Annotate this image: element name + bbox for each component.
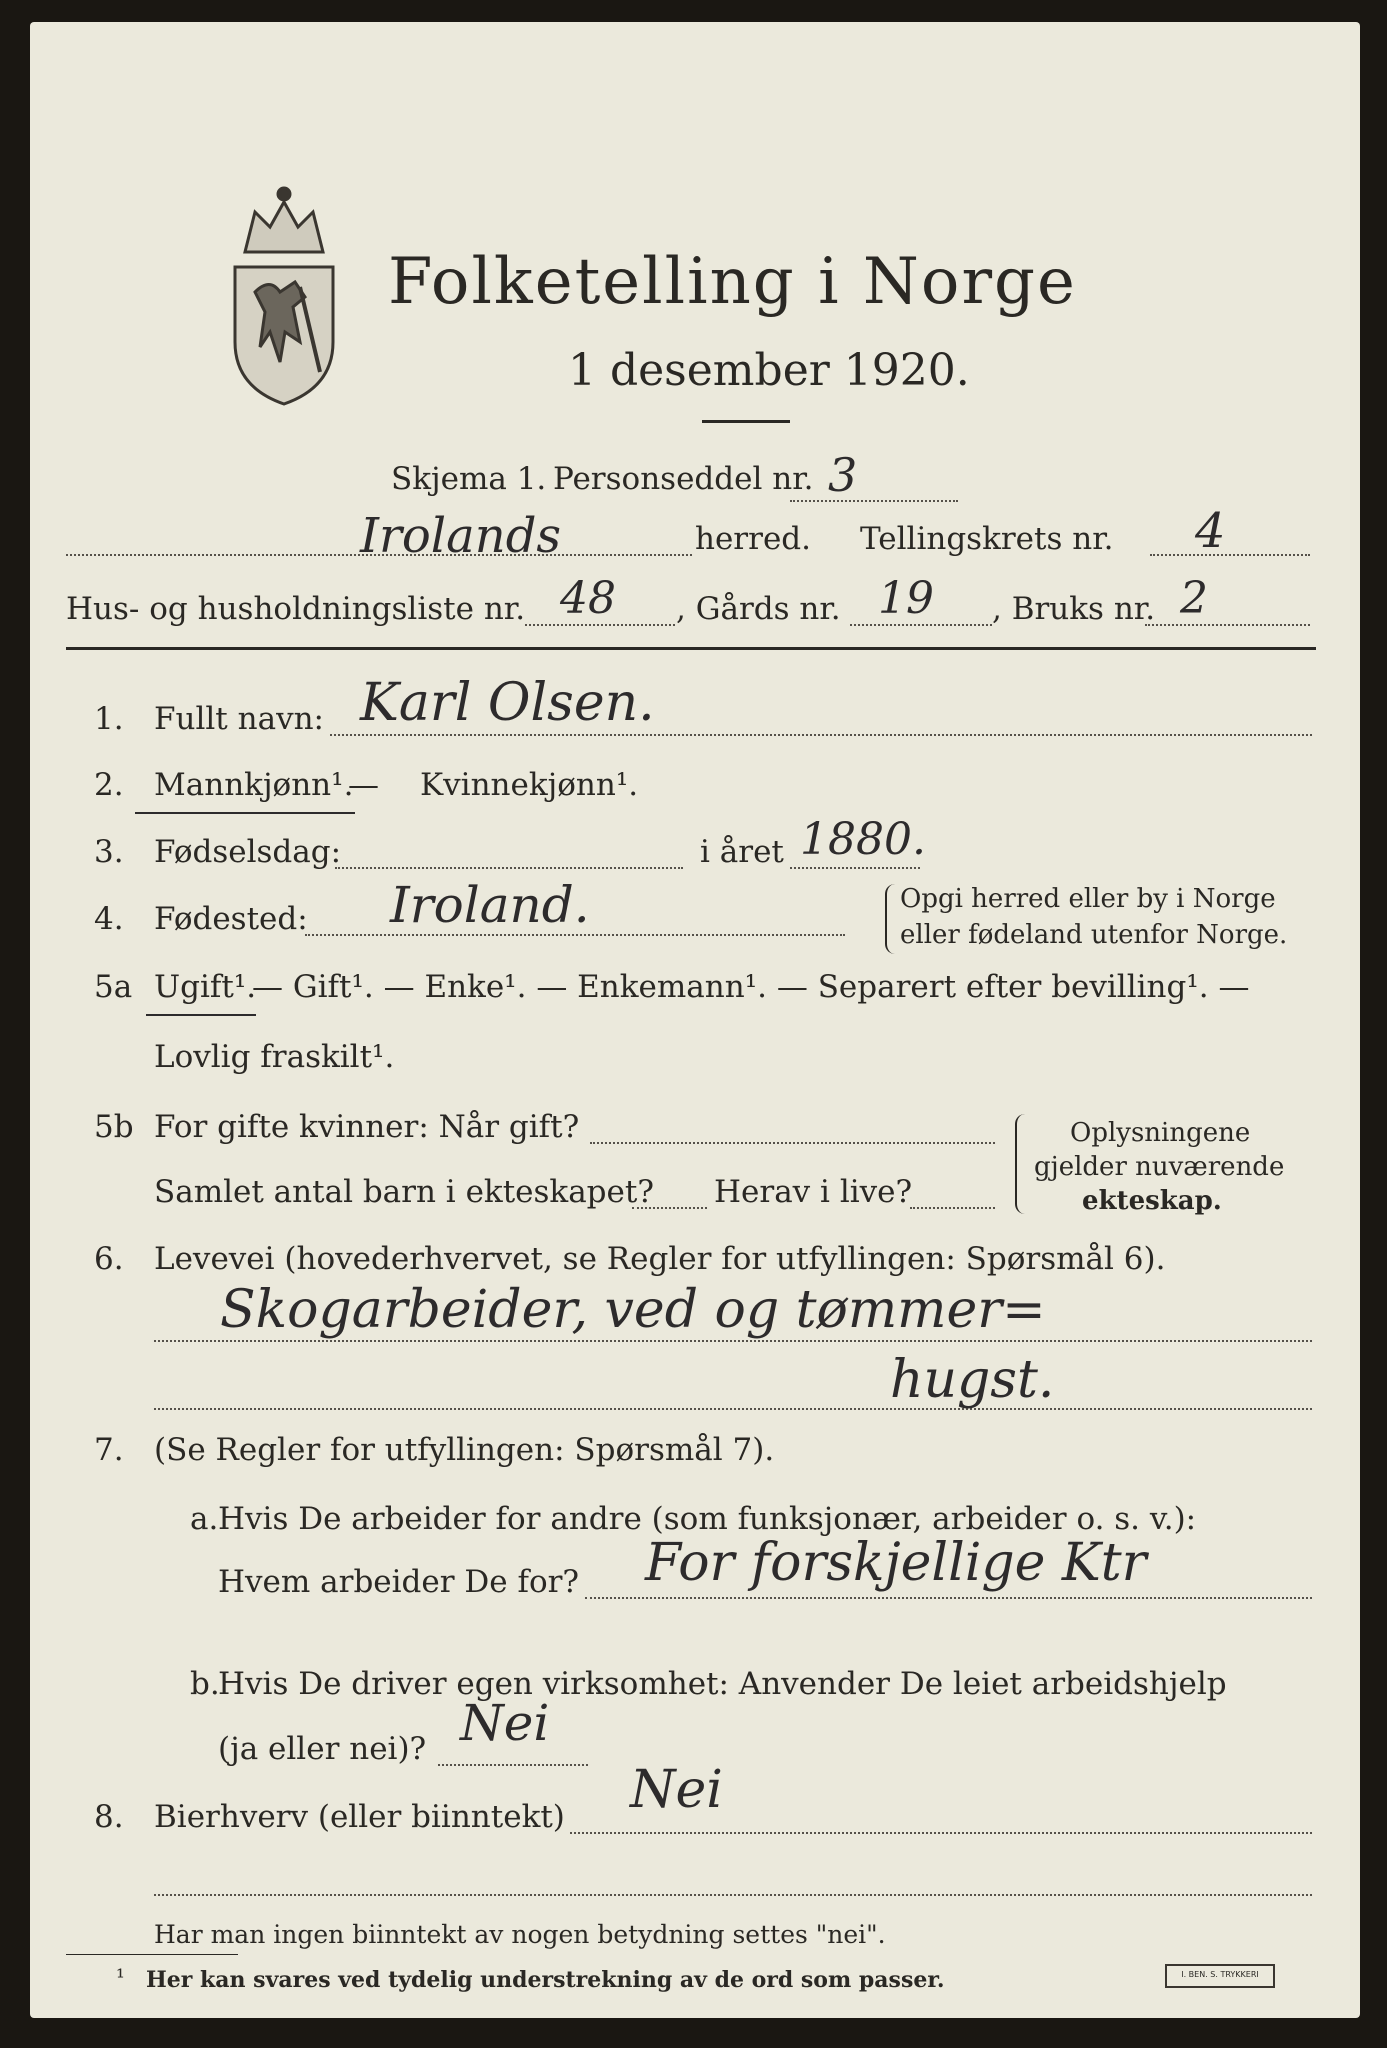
q7a-text: Hvis De arbeider for andre (som funksjonær, arbeider o. s. v.): [218,1501,1197,1537]
herred-value: Irolands [360,508,562,564]
gards-value: 19 [878,573,934,624]
full-name-value: Karl Olsen. [360,673,655,733]
q7b-text: Hvis De driver egen virksomhet: Anvender De leiet arbeidshjelp [218,1666,1227,1702]
side-income-value: Nei [630,1760,723,1820]
q4-number: 4. [94,901,124,937]
personseddel-label: Personseddel nr. [553,461,814,497]
gender-male[interactable]: Mannkjønn¹. [154,767,354,803]
year-label: i året [700,834,784,870]
employer-field[interactable] [585,1597,1312,1599]
birth-year-value: 1880. [800,814,926,865]
occupation-value-line1: Skogarbeider, ved og tømmer= [220,1280,1046,1340]
q7b-number: b. [190,1666,220,1702]
birthplace-value: Iroland. [390,876,590,934]
census-form [30,22,1360,2018]
q5a-number: 5a [94,969,133,1005]
tellingskrets-value: 4 [1195,503,1226,559]
husliste-label: Hus- og husholdningsliste nr. [66,591,526,627]
birthday-field[interactable] [335,867,683,869]
side-income-field-2[interactable] [154,1894,1312,1896]
q4-note-line1: Opgi herred eller by i Norge [900,884,1276,914]
q2-number: 2. [94,767,124,803]
q4-label: Fødested: [154,901,308,937]
title-divider [702,420,790,423]
occupation-field-2[interactable] [154,1408,1312,1410]
bruks-value: 2 [1180,573,1208,624]
gender-male-underline [135,812,355,814]
q4-note-brace [885,884,895,954]
employer-value: For forskjellige Ktr [645,1533,1147,1593]
q7-label: (Se Regler for utfyllingen: Spørsmål 7). [154,1432,775,1468]
q5b-note-line1: Oplysningene [1070,1118,1251,1148]
printer-stamp-text: I. BEN. S. TRYKKERI [1181,1970,1259,1979]
q5b-number: 5b [94,1109,134,1145]
bottom-note: Har man ingen biinntekt av nogen betydning settes "nei". [154,1920,886,1949]
birthplace-field[interactable] [305,934,845,936]
q1-number: 1. [94,701,124,737]
q5b-label: For gifte kvinner: Når gift? [154,1109,580,1145]
alive-field[interactable] [910,1207,995,1209]
alive-label: Herav i live? [714,1174,913,1210]
q6-label: Levevei (hovederhvervet, se Regler for utfyllingen: Spørsmål 6). [154,1241,1166,1277]
marital-ugift[interactable]: Ugift¹. [154,969,257,1005]
norwegian-coat-of-arms-icon [225,182,343,407]
husliste-value: 48 [560,573,616,624]
full-name-field[interactable] [330,734,1312,736]
gender-female[interactable]: Kvinnekjønn¹. [420,767,639,803]
employs-help-field[interactable] [438,1764,588,1766]
marital-ugift-underline [146,1014,256,1016]
employs-help-value: Nei [460,1694,550,1752]
q5b-note-brace [1015,1114,1025,1214]
personseddel-field[interactable] [790,500,958,502]
children-label: Samlet antal barn i ekteskapet? [154,1174,654,1210]
q5b-note-line2: gjelder nuværende [1034,1152,1285,1182]
gards-label: , Gårds nr. [676,591,841,627]
side-income-field[interactable] [570,1832,1312,1834]
census-date: 1 desember 1920. [568,345,970,396]
printer-stamp [1165,1964,1275,1988]
q6-number: 6. [94,1241,124,1277]
q3-number: 3. [94,834,124,870]
q8-number: 8. [94,1799,124,1835]
q5b-note-line3: ekteskap. [1082,1186,1222,1216]
occupation-value-line2: hugst. [890,1350,1055,1410]
marital-fraskilt[interactable]: Lovlig fraskilt¹. [154,1039,395,1075]
form-title: Folketelling i Norge [388,245,1077,319]
bruks-label: , Bruks nr. [992,591,1156,627]
footnote-divider [66,1954,238,1955]
bruks-field[interactable] [1145,624,1310,626]
gender-separator: — [348,767,379,803]
q7-number: 7. [94,1432,124,1468]
q7b-label: (ja eller nei)? [218,1731,427,1767]
skjema-label: Skjema 1. [391,461,547,497]
footnote-mark: ¹ [116,1966,125,1991]
q3-label: Fødselsdag: [154,834,342,870]
q4-note-line2: eller fødeland utenfor Norge. [900,920,1288,950]
husliste-field[interactable] [525,624,675,626]
birth-year-field[interactable] [790,867,920,869]
q8-label: Bierhverv (eller biinntekt) [154,1799,565,1835]
herred-label: herred. [695,521,811,557]
header-separator [66,647,1316,650]
tellingskrets-field[interactable] [1150,554,1310,556]
occupation-field-1[interactable] [154,1340,1312,1342]
personseddel-value: 3 [828,448,858,502]
children-field[interactable] [632,1207,707,1209]
q7a-label: Hvem arbeider De for? [218,1564,580,1600]
gards-field[interactable] [850,624,992,626]
q1-label: Fullt navn: [154,701,324,737]
q7a-number: a. [190,1501,219,1537]
footnote-text: Her kan svares ved tydelig understrekning av de ord som passer. [146,1967,945,1993]
marital-options[interactable]: — Gift¹. — Enke¹. — Enkemann¹. — Separert efter bevilling¹. — [252,969,1250,1005]
tellingskrets-label: Tellingskrets nr. [860,521,1114,557]
married-when-field[interactable] [590,1142,995,1144]
